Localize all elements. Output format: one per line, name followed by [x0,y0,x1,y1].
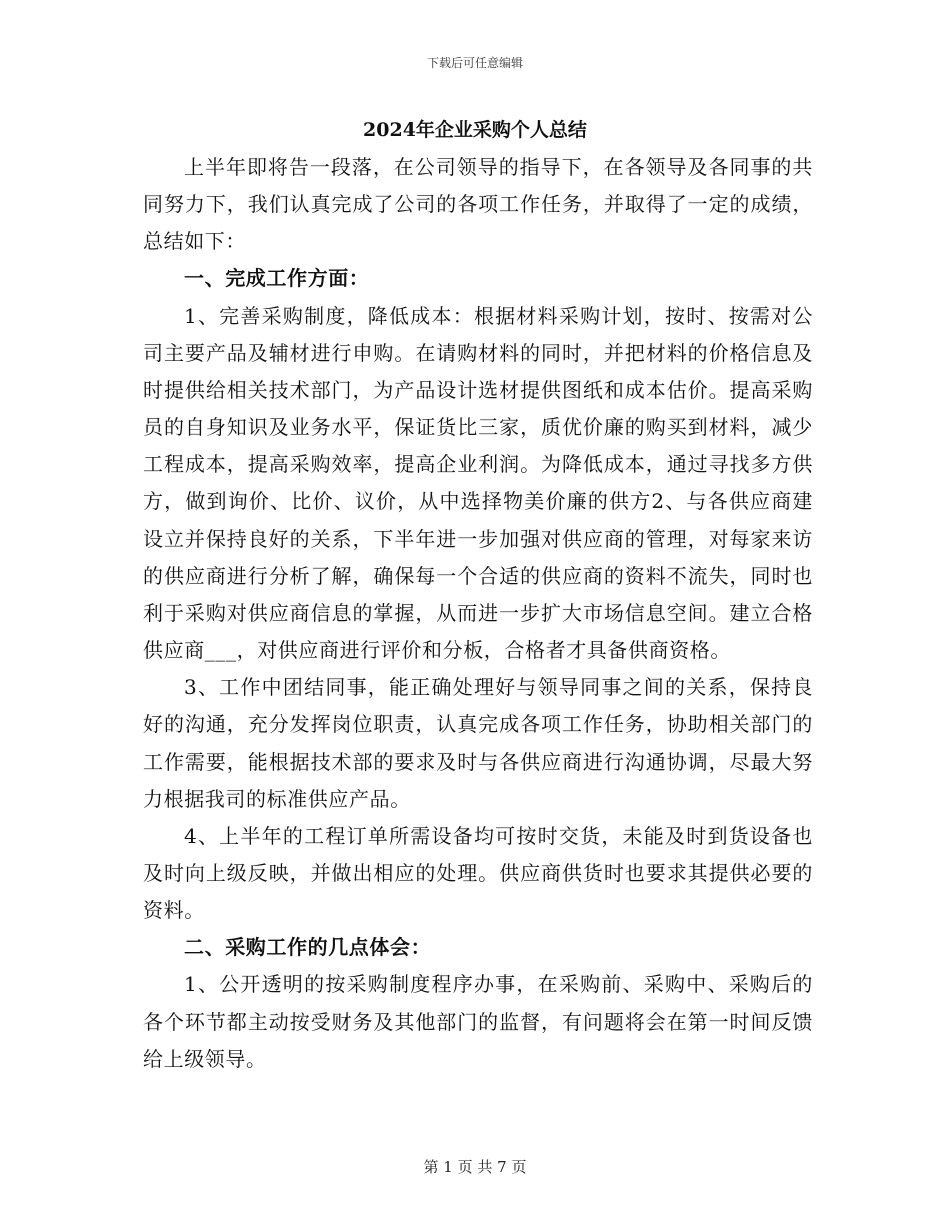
section-heading-1: 一、完成工作方面： [184,266,370,291]
page-footer-pagination: 第 1 页 共 7 页 [423,1158,527,1176]
page-header-note: 下载后可任意编辑 [426,56,523,70]
body-paragraph: 1、公开透明的按采购制度程序办事，在采购前、采购中、采购后的各个环节都主动按受财务及其他部门的监督，有问题将会在第一时间反馈给上级领导。 [143,972,813,1071]
intro-paragraph: 上半年即将告一段落，在公司领导的指导下，在各领导及各同事的共同努力下，我们认真完成了公司的各项工作任务，并取得了一定的成绩，总结如下： [143,155,813,254]
document-body [143,149,813,1078]
body-paragraph: 3、工作中团结同事，能正确处理好与领导同事之间的关系，保持良好的沟通，充分发挥岗位职责，认真完成各项工作任务，协助相关部门的工作需要，能根据技术部的要求及时与各供应商进行沟通协调，尽最大努力根据我司的标准供应产品。 [143,675,813,811]
section-heading-2: 二、采购工作的几点体会： [184,935,432,960]
body-paragraph: 1、完善采购制度，降低成本：根据材料采购计划，按时、按需对公司主要产品及辅材进行申购。在请购材料的同时，并把材料的价格信息及时提供给相关技术部门，为产品设计选材提供图纸和成本估价。提高采购员的自身知识及业务水平，保证货比三家，质优价廉的购买到材料，减少工程成本，提高采购效率，提高企业利润。为降低成本，通过寻找多方供方，做到询价、比价、议价，从中选择物美价廉的供方2、与各供应商建设立并保持良好的关系，下半年进一步加强对供应商的管理，对每家来访的供应商进行分析了解，确保每一个合适的供应商的资料不流失，同时也利于采购对供应商信息的掌握，从而进一步扩大市场信息空间。建立合格供应商___，对供应商进行评价和分板，合格者才具备供商资格。 [143,303,813,663]
body-paragraph: 4、上半年的工程订单所需设备均可按时交货，未能及时到货设备也及时向上级反映，并做出相应的处理。供应商供货时也要求其提供必要的资料。 [143,823,813,923]
document-title: 2024年企业采购个人总结 [363,119,587,141]
